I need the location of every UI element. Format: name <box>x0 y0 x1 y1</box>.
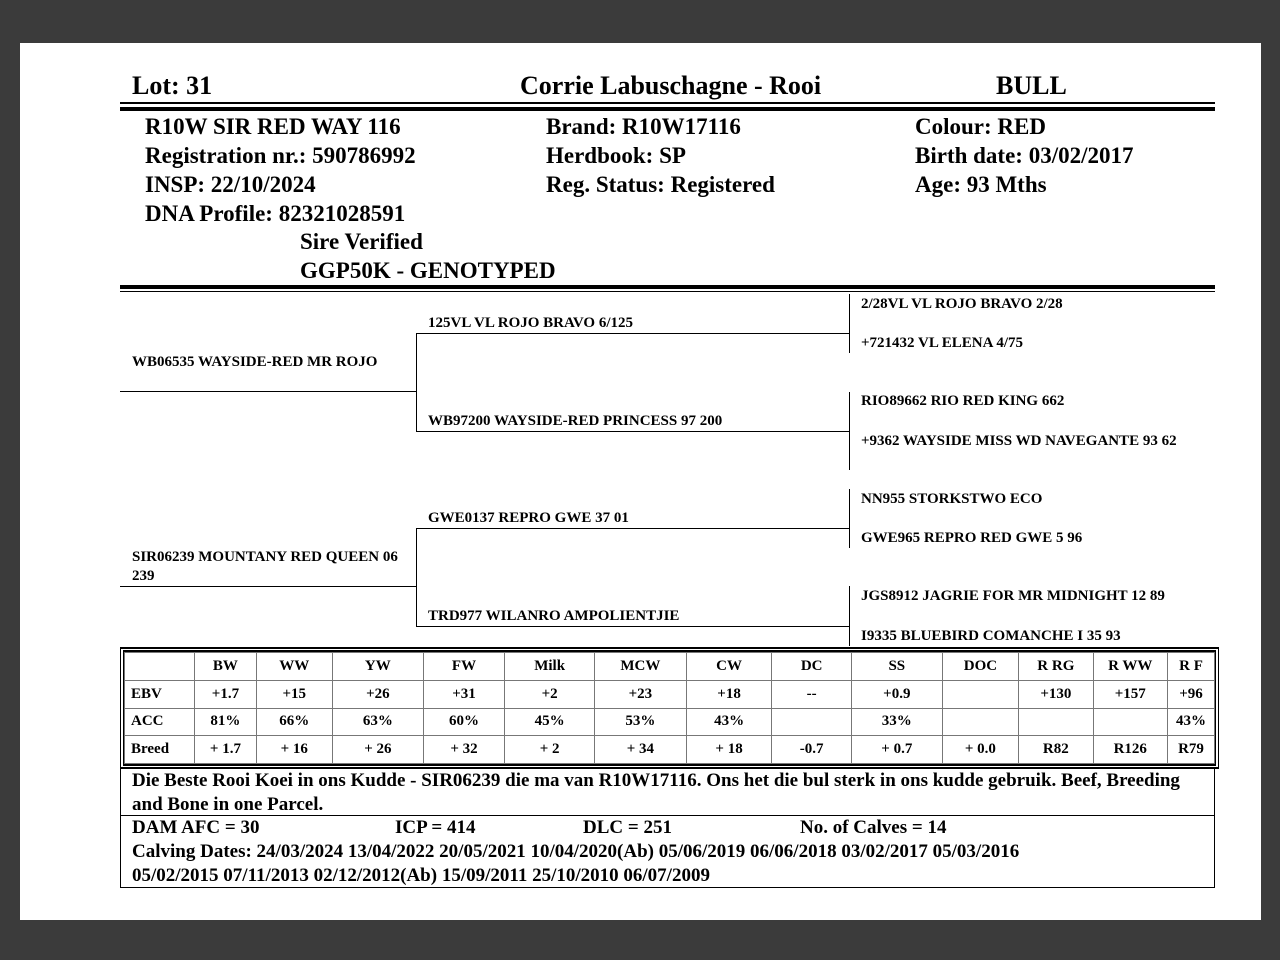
acc-cell: 33% <box>851 708 942 736</box>
lot-number: Lot: 31 <box>132 71 213 100</box>
breed-row-label: Breed <box>125 736 195 764</box>
pedigree-sd-sire: RIO89662 RIO RED KING 662 <box>861 393 1065 409</box>
calving-dates-line1: Calving Dates: 24/03/2024 13/04/2022 20/05/2021 10/04/2020(Ab) 05/06/2019 06/06/2018 03/02/2017 05/03/2016 <box>132 841 1020 862</box>
acc-cell: 43% <box>686 708 772 736</box>
ebv-cell: +23 <box>595 680 687 708</box>
ebv-header-cell: WW <box>256 653 332 681</box>
registration-number: Registration nr.: 590786992 <box>145 143 416 168</box>
acc-cell: 63% <box>332 708 423 736</box>
ebv-cell: +2 <box>505 680 595 708</box>
ebv-header-cell: DC <box>772 653 852 681</box>
breed-cell: R82 <box>1019 736 1093 764</box>
ebv-cell: +0.9 <box>851 680 942 708</box>
colour: Colour: RED <box>915 114 1046 139</box>
breed-cell: + 1.7 <box>195 736 256 764</box>
sire-line <box>120 391 416 392</box>
birth-date: Birth date: 03/02/2017 <box>915 143 1134 168</box>
dd-branch-bottom <box>849 626 850 646</box>
dam-line <box>120 586 416 587</box>
header-rule <box>120 102 1215 104</box>
ebv-row <box>125 680 1215 708</box>
dam-dlc: DLC = 251 <box>583 817 672 838</box>
herdbook: Herdbook: SP <box>546 143 686 168</box>
ebv-cell: -- <box>772 680 852 708</box>
header-rule-thick <box>120 107 1215 111</box>
inspection-date: INSP: 22/10/2024 <box>145 172 316 197</box>
acc-cell: 60% <box>423 708 505 736</box>
acc-cell: 81% <box>195 708 256 736</box>
breed-cell: -0.7 <box>772 736 852 764</box>
breed-cell: R79 <box>1167 736 1214 764</box>
ebv-header-cell: R WW <box>1093 653 1167 681</box>
registration-status: Reg. Status: Registered <box>546 172 775 197</box>
breed-cell: + 18 <box>686 736 772 764</box>
pedigree-ss-sire: 2/28VL VL ROJO BRAVO 2/28 <box>861 296 1063 312</box>
ebv-header-cell: R F <box>1167 653 1214 681</box>
breed-cell: + 2 <box>505 736 595 764</box>
ebv-header-cell: FW <box>423 653 505 681</box>
pedigree-dd-sire: JGS8912 JAGRIE FOR MR MIDNIGHT 12 89 <box>861 588 1165 604</box>
ebv-header-cell: SS <box>851 653 942 681</box>
ebv-header-row <box>125 653 1215 681</box>
animal-name: R10W SIR RED WAY 116 <box>145 114 401 139</box>
dam-sire-line <box>416 528 849 529</box>
breed-cell: + 0.7 <box>851 736 942 764</box>
ss-branch-top <box>849 294 850 333</box>
breed-cell: + 32 <box>423 736 505 764</box>
pedigree-sire-sire: 125VL VL ROJO BRAVO 6/125 <box>428 315 634 331</box>
ebv-header-cell: YW <box>332 653 423 681</box>
ebv-cell: +1.7 <box>195 680 256 708</box>
ebv-header-cell <box>125 653 195 681</box>
genotyped-label: GGP50K - GENOTYPED <box>300 258 556 283</box>
acc-cell <box>942 708 1018 736</box>
acc-cell: 53% <box>595 708 687 736</box>
acc-cell <box>772 708 852 736</box>
acc-cell: 66% <box>256 708 332 736</box>
pedigree-sd-dam: +9362 WAYSIDE MISS WD NAVEGANTE 93 62 <box>861 433 1177 449</box>
breed-row <box>125 736 1215 764</box>
brand: Brand: R10W17116 <box>546 114 741 139</box>
ebv-cell <box>942 680 1018 708</box>
dam-dam-line <box>416 626 849 627</box>
ebv-cell: +130 <box>1019 680 1093 708</box>
acc-row <box>125 708 1215 736</box>
ebv-cell: +18 <box>686 680 772 708</box>
pedigree-dam: SIR06239 MOUNTANY RED QUEEN 06 239 <box>132 549 398 584</box>
dd-branch-top <box>849 586 850 626</box>
ss-branch-bottom <box>849 333 850 353</box>
pedigree-sire-dam: WB97200 WAYSIDE-RED PRINCESS 97 200 <box>428 413 723 429</box>
dna-profile: DNA Profile: 82321028591 <box>145 201 406 226</box>
pedigree-rule-thick <box>120 285 1215 289</box>
pedigree-dam-sire: GWE0137 REPRO GWE 37 01 <box>428 510 629 526</box>
sex-label: BULL <box>996 71 1067 100</box>
sire-dam-line <box>416 431 849 432</box>
ebv-header-cell: DOC <box>942 653 1018 681</box>
breed-cell: R126 <box>1093 736 1167 764</box>
ebv-header-cell: CW <box>686 653 772 681</box>
sire-verified: Sire Verified <box>300 229 423 254</box>
dam-icp: ICP = 414 <box>395 817 476 838</box>
breed-cell: + 0.0 <box>942 736 1018 764</box>
dam-stats <box>120 815 1215 888</box>
ebv-header-cell: BW <box>195 653 256 681</box>
ebv-cell: +15 <box>256 680 332 708</box>
ebv-cell: +157 <box>1093 680 1167 708</box>
dam-calves: No. of Calves = 14 <box>800 817 947 838</box>
age: Age: 93 Mths <box>915 172 1047 197</box>
ds-branch-top <box>849 489 850 528</box>
acc-cell <box>1019 708 1093 736</box>
acc-row-label: ACC <box>125 708 195 736</box>
breed-cell: + 34 <box>595 736 687 764</box>
ebv-header-cell: R RG <box>1019 653 1093 681</box>
pedigree-ds-sire: NN955 STORKSTWO ECO <box>861 491 1043 507</box>
sire-sire-line <box>416 333 849 334</box>
pedigree-sire: WB06535 WAYSIDE-RED MR ROJO <box>132 354 378 370</box>
sd-branch-top <box>849 392 850 431</box>
dam-afc: DAM AFC = 30 <box>132 817 260 838</box>
calving-dates-line2: 05/02/2015 07/11/2013 02/12/2012(Ab) 15/09/2011 25/10/2010 06/07/2009 <box>132 865 710 886</box>
ds-branch-bottom <box>849 528 850 548</box>
pedigree-rule <box>120 291 1215 292</box>
acc-cell: 43% <box>1167 708 1214 736</box>
ebv-cell: +31 <box>423 680 505 708</box>
acc-cell <box>1093 708 1167 736</box>
ebv-cell: +26 <box>332 680 423 708</box>
sd-branch-bottom <box>849 431 850 470</box>
seller-name: Corrie Labuschagne - Rooi <box>520 71 822 100</box>
ebv-header-cell: MCW <box>595 653 687 681</box>
breed-cell: + 26 <box>332 736 423 764</box>
ebv-table <box>120 647 1219 769</box>
ebv-cell: +96 <box>1167 680 1214 708</box>
pedigree-ss-dam: +721432 VL ELENA 4/75 <box>861 335 1024 351</box>
dam-branch <box>416 528 417 626</box>
seller-comment: Die Beste Rooi Koei in ons Kudde - SIR06239 die ma van R10W17116. Ons het die bul sterk in ons kudde gebruik. Beef, Breeding and Bone in one Parcel. <box>120 768 1215 816</box>
sire-branch <box>416 333 417 431</box>
acc-cell: 45% <box>505 708 595 736</box>
ebv-row-label: EBV <box>125 680 195 708</box>
ebv-header-cell: Milk <box>505 653 595 681</box>
breed-cell: + 16 <box>256 736 332 764</box>
pedigree-dam-dam: TRD977 WILANRO AMPOLIENTJIE <box>428 608 680 624</box>
pedigree-dd-dam: I9335 BLUEBIRD COMANCHE I 35 93 <box>861 628 1121 644</box>
pedigree-ds-dam: GWE965 REPRO RED GWE 5 96 <box>861 530 1083 546</box>
